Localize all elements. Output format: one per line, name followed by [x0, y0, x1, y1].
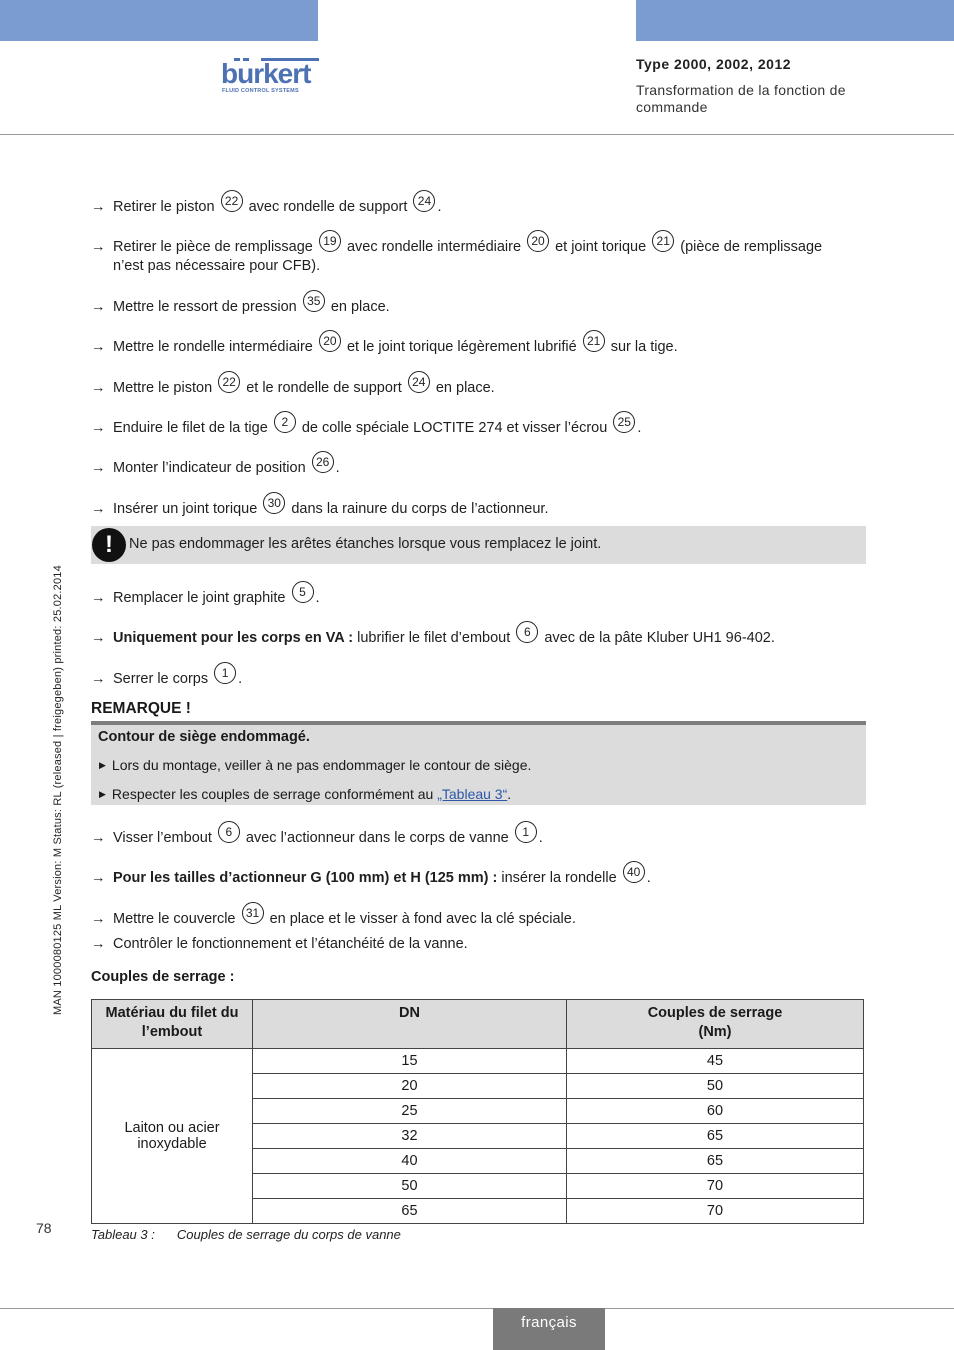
table-3-link[interactable]: „Tableau 3“	[437, 786, 508, 802]
torque-cell: 45	[567, 1049, 864, 1074]
step-position-indicator	[91, 451, 866, 478]
table-caption	[91, 1227, 401, 1242]
step-text: de colle spéciale LOCTITE 274 et visser l’écrou	[301, 420, 608, 436]
dn-cell: 20	[253, 1074, 567, 1099]
step-text: (pièce de remplissage	[680, 239, 823, 255]
arrow-icon: →	[91, 420, 106, 436]
step-text: .	[646, 870, 651, 886]
dn-cell: 65	[253, 1199, 567, 1224]
document-metadata-vertical: MAN 1000080125 ML Version: M Status: RL (released | freigegeben) printed: 25.02.2014	[52, 565, 64, 1015]
torque-cell: 70	[567, 1199, 864, 1224]
header-bar-left	[0, 0, 318, 41]
burkert-logo	[221, 58, 319, 98]
logo-subtitle: FLUID CONTROL SYSTEMS	[222, 88, 299, 94]
part-number-badge: 22	[218, 371, 240, 393]
footer-divider	[0, 1308, 954, 1309]
note-item-text: Lors du montage, veiller à ne pas endommager le contour de siège.	[111, 757, 532, 773]
step-text-continued: n’est pas nécessaire pour CFB).	[113, 258, 321, 274]
language-label: français	[521, 1314, 577, 1331]
part-number-badge: 2	[274, 411, 296, 433]
column-header-dn: DN	[253, 1000, 567, 1049]
step-insert-piston	[91, 371, 866, 398]
arrow-icon: →	[91, 671, 106, 687]
step-text: en place et le visser à fond avec la clé spéciale.	[269, 911, 576, 927]
column-header-torque: Couples de serrage (Nm)	[567, 1000, 864, 1049]
torque-table	[91, 999, 864, 1224]
step-text: en place.	[435, 380, 495, 396]
table-row	[92, 1049, 864, 1074]
arrow-icon: →	[91, 380, 106, 396]
part-number-badge: 24	[408, 371, 430, 393]
step-check-function	[91, 935, 866, 954]
language-tab[interactable]	[493, 1308, 605, 1350]
dn-cell: 40	[253, 1149, 567, 1174]
column-header-material: Matériau du filet du l’embout	[92, 1000, 253, 1049]
step-text: Retirer le pièce de remplissage	[113, 239, 313, 255]
step-text: Mettre le couvercle	[113, 911, 236, 927]
arrow-icon: →	[91, 870, 106, 886]
logo-word: burkert	[221, 58, 311, 89]
header-divider	[0, 134, 954, 135]
step-intermediate-washer	[91, 330, 866, 357]
step-text: et le rondelle de support	[246, 380, 402, 396]
step-text: et joint torique	[555, 239, 647, 255]
warning-text: Ne pas endommager les arêtes étanches lorsque vous remplacez le joint.	[129, 536, 602, 552]
arrow-icon: →	[91, 460, 106, 476]
triangle-bullet-icon: ▶	[99, 789, 106, 799]
step-text: et le joint torique légèrement lubrifié	[346, 339, 577, 355]
step-remove-piston	[91, 190, 866, 217]
caption-title: Couples de serrage du corps de vanne	[176, 1227, 401, 1242]
step-lubricate-va	[91, 621, 866, 648]
part-number-badge: 26	[312, 451, 334, 473]
step-text: Retirer le piston	[113, 199, 215, 215]
step-condition: Pour les tailles d’actionneur G (100 mm) et H (125 mm) :	[113, 870, 498, 886]
step-text: avec rondelle de support	[248, 199, 408, 215]
step-text: avec rondelle intermédiaire	[346, 239, 522, 255]
part-number-badge: 6	[218, 821, 240, 843]
material-line: Laiton ou acier	[124, 1120, 220, 1136]
step-text: Visser l’embout	[113, 830, 212, 846]
note-item-text: .	[507, 786, 512, 802]
step-pressure-spring	[91, 290, 866, 317]
note-item	[99, 757, 531, 773]
arrow-icon: →	[91, 239, 106, 255]
step-insert-washer	[91, 861, 866, 888]
torque-cell: 65	[567, 1124, 864, 1149]
note-item	[99, 786, 511, 802]
step-text: Mettre le rondelle intermédiaire	[113, 339, 313, 355]
dn-cell: 25	[253, 1099, 567, 1124]
arrow-icon: →	[91, 339, 106, 355]
torque-cell: 70	[567, 1174, 864, 1199]
step-text: .	[538, 830, 543, 846]
step-condition: Uniquement pour les corps en VA :	[113, 630, 354, 646]
step-text: .	[437, 199, 442, 215]
triangle-bullet-icon: ▶	[99, 760, 106, 770]
step-remove-filler	[91, 230, 866, 276]
step-text: Monter l’indicateur de position	[113, 460, 306, 476]
table-header-row	[92, 1000, 864, 1049]
step-text: Contrôler le fonctionnement et l’étanchéité de la vanne.	[113, 936, 468, 952]
part-number-badge: 20	[319, 330, 341, 352]
dn-cell: 32	[253, 1124, 567, 1149]
part-number-badge: 35	[303, 290, 325, 312]
header-bar-right	[636, 0, 954, 41]
document-section-subtitle: Transformation de la fonction de commande	[636, 82, 846, 115]
note-box	[91, 725, 866, 805]
page-number: 78	[36, 1220, 52, 1236]
step-text: .	[335, 460, 340, 476]
step-text: sur la tige.	[610, 339, 678, 355]
note-heading: REMARQUE !	[91, 700, 191, 717]
step-text: Mettre le piston	[113, 380, 213, 396]
part-number-badge: 22	[221, 190, 243, 212]
document-type-title: Type 2000, 2002, 2012	[636, 56, 792, 72]
step-text: Serrer le corps	[113, 671, 209, 687]
part-number-badge: 1	[515, 821, 537, 843]
step-text: avec de la pâte Kluber UH1 96-402.	[544, 630, 775, 646]
arrow-icon: →	[91, 501, 106, 517]
arrow-icon: →	[91, 199, 106, 215]
step-tighten-body	[91, 662, 866, 689]
step-loctite	[91, 411, 866, 438]
step-text: en place.	[330, 299, 390, 315]
arrow-icon: →	[91, 299, 106, 315]
note-title: Contour de siège endommagé.	[98, 729, 310, 745]
part-number-badge: 5	[292, 581, 314, 603]
step-text: insérer la rondelle	[501, 870, 617, 886]
caption-label: Tableau 3 :	[91, 1227, 155, 1242]
part-number-badge: 24	[413, 190, 435, 212]
arrow-icon: →	[91, 590, 106, 606]
step-text: Mettre le ressort de pression	[113, 299, 297, 315]
note-item-text: Respecter les couples de serrage conformément au	[111, 786, 434, 802]
step-text: dans la rainure du corps de l’actionneur.	[291, 501, 549, 517]
part-number-badge: 1	[214, 662, 236, 684]
step-text: Insérer un joint torique	[113, 501, 258, 517]
arrow-icon: →	[91, 911, 106, 927]
step-graphite-seal	[91, 581, 866, 608]
exclamation-icon: !	[92, 528, 126, 562]
dn-cell: 15	[253, 1049, 567, 1074]
arrow-icon: →	[91, 830, 106, 846]
dn-cell: 50	[253, 1174, 567, 1199]
torque-cell: 65	[567, 1149, 864, 1174]
part-number-badge: 21	[652, 230, 674, 252]
part-number-badge: 21	[583, 330, 605, 352]
part-number-badge: 6	[516, 621, 538, 643]
step-text: lubrifier le filet d’embout	[357, 630, 511, 646]
material-cell	[92, 1049, 253, 1224]
step-fit-cover	[91, 902, 866, 929]
part-number-badge: 30	[263, 492, 285, 514]
step-text: Remplacer le joint graphite	[113, 590, 286, 606]
part-number-badge: 40	[623, 861, 645, 883]
torque-cell: 60	[567, 1099, 864, 1124]
step-text: .	[238, 671, 243, 687]
step-text: .	[315, 590, 320, 606]
part-number-badge: 19	[319, 230, 341, 252]
step-o-ring	[91, 492, 866, 519]
step-screw-end	[91, 821, 866, 848]
torque-cell: 50	[567, 1074, 864, 1099]
step-text: avec l’actionneur dans le corps de vanne	[245, 830, 509, 846]
part-number-badge: 25	[613, 411, 635, 433]
part-number-badge: 20	[527, 230, 549, 252]
part-number-badge: 31	[242, 902, 264, 924]
step-text: .	[637, 420, 642, 436]
arrow-icon: →	[91, 630, 106, 646]
material-line: inoxydable	[137, 1136, 207, 1152]
arrow-icon: →	[91, 936, 106, 952]
step-text: Enduire le filet de la tige	[113, 420, 268, 436]
torque-table-label: Couples de serrage :	[91, 969, 235, 985]
warning-box	[91, 526, 866, 564]
